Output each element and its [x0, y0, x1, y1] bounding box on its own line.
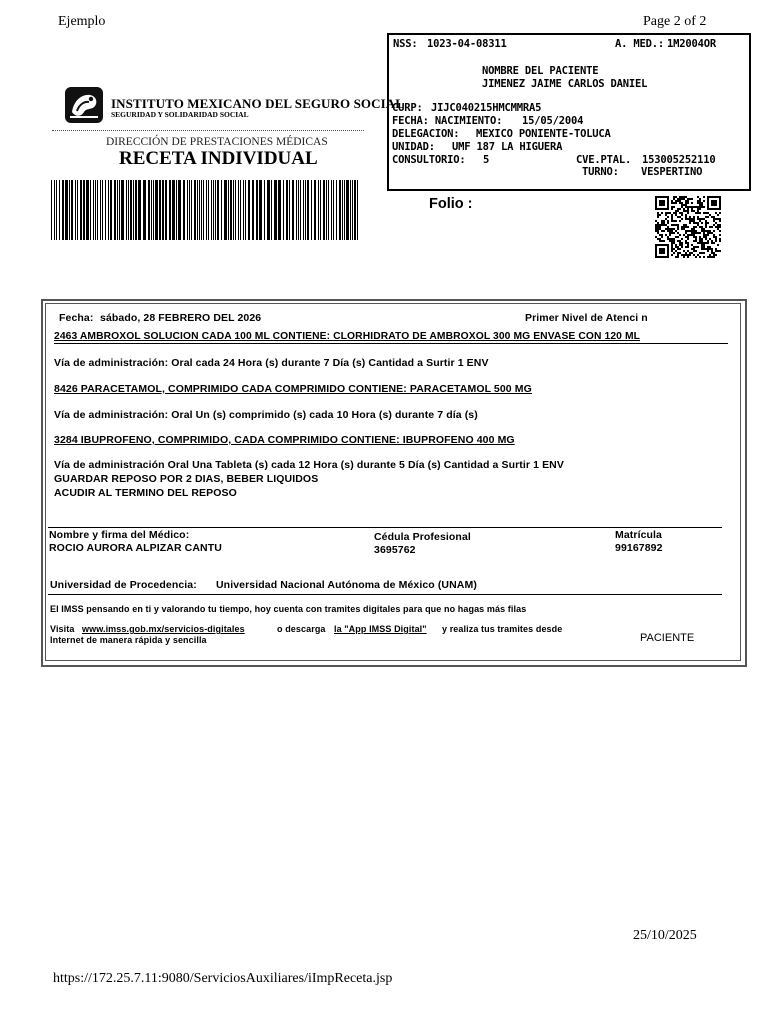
university-rule — [48, 594, 722, 595]
delegation-label: DELEGACION: — [392, 128, 460, 140]
curp-value: JIJC040215HMCMMRA5 — [431, 102, 542, 114]
document-title: RECETA INDIVIDUAL — [119, 148, 318, 169]
institution-tagline: SEGURIDAD Y SOLIDARIDAD SOCIAL — [111, 110, 249, 119]
print-url: https://172.25.7.11:9080/ServiciosAuxiliares/iImpReceta.jsp — [53, 971, 393, 986]
care-level: Primer Nivel de Atenci n — [525, 312, 648, 324]
page-number: Page 2 of 2 — [643, 14, 707, 29]
birth-label: FECHA: NACIMIENTO: — [392, 115, 503, 127]
imss-digital-link[interactable]: www.imss.gob.mx/servicios-digitales — [82, 624, 245, 634]
visit-suffix: y realiza tus tramites desde — [442, 624, 563, 634]
matricula-value: 99167892 — [615, 542, 663, 554]
divider — [52, 130, 364, 131]
shift-value: VESPERTINO — [641, 166, 703, 178]
patient-name-label: NOMBRE DEL PACIENTE — [482, 65, 599, 77]
visit-line-2: Internet de manera rápida y sencilla — [50, 635, 207, 645]
patient-info-box — [387, 33, 751, 191]
cve-value: 153005252110 — [642, 154, 716, 166]
barcode — [51, 180, 358, 240]
instructions-item-1: Vía de administración: Oral cada 24 Hora (s) durante 7 Día (s) Cantidad a Surtir 1 ENV — [54, 357, 489, 369]
drug-item-2: 8426 PARACETAMOL, COMPRIMIDO CADA COMPRIMIDO CONTIENE: PARACETAMOL 500 MG — [54, 383, 532, 395]
amed-value: 1M2004OR — [667, 38, 716, 50]
print-header-title: Ejemplo — [58, 14, 106, 29]
prescription-date: sábado, 28 FEBRERO DEL 2026 — [100, 312, 262, 324]
doctor-name: ROCIO AURORA ALPIZAR CANTU — [49, 542, 222, 554]
visit-middle: o descarga — [277, 624, 326, 634]
imss-logo-icon — [64, 86, 104, 124]
birth-value: 15/05/2004 — [522, 115, 584, 127]
drug-item-3: 3284 IBUPROFENO, COMPRIMIDO, CADA COMPRIMIDO CONTIENE: IBUPROFENO 400 MG — [54, 434, 515, 446]
signature-rule — [48, 527, 722, 528]
amed-label: A. MED.: — [615, 38, 664, 50]
visit-prefix: Visita — [50, 624, 75, 634]
cedula-value: 3695762 — [374, 544, 416, 556]
unit-label: UNIDAD: — [392, 141, 435, 153]
curp-label: CURP: — [392, 102, 423, 114]
instructions-item-3: Vía de administración Oral Una Tableta (s) cada 12 Hora (s) durante 5 Día (s) Cantidad a Surtir 1 ENV — [54, 459, 564, 471]
print-date: 25/10/2025 — [633, 928, 697, 943]
cve-label: CVE.PTAL. — [576, 154, 632, 166]
date-label: Fecha: — [59, 312, 94, 324]
app-imss-link[interactable]: la "App IMSS Digital" — [334, 624, 427, 634]
digital-notice: El IMSS pensando en ti y valorando tu tiempo, hoy cuenta con tramites digitales para que no hagas más filas — [50, 604, 527, 614]
folio-label: Folio : — [429, 196, 473, 212]
cedula-label: Cédula Profesional — [374, 531, 471, 543]
qr-code — [655, 196, 721, 258]
matricula-label: Matrícula — [615, 529, 662, 541]
drug-1-rule — [54, 343, 728, 344]
shift-label: TURNO: — [582, 166, 619, 178]
unit-value: UMF 187 LA HIGUERA — [452, 141, 563, 153]
direction-title: DIRECCIÓN DE PRESTACIONES MÉDICAS — [106, 136, 328, 148]
office-value: 5 — [483, 154, 490, 166]
office-label: CONSULTORIO: — [392, 154, 466, 166]
copy-label: PACIENTE — [640, 632, 695, 644]
drug-item-1: 2463 AMBROXOL SOLUCION CADA 100 ML CONTIENE: CLORHIDRATO DE AMBROXOL 300 MG ENVASE CON 120 ML — [54, 331, 641, 342]
university-value: Universidad Nacional Autónoma de México (UNAM) — [216, 579, 477, 591]
nss-value: 1023-04-08311 — [427, 38, 507, 50]
instructions-item-2: Vía de administración: Oral Un (s) comprimido (s) cada 10 Hora (s) durante 7 día (s) — [54, 409, 478, 421]
institution-name: INSTITUTO MEXICANO DEL SEGURO SOCIAL — [111, 96, 405, 111]
nss-label: NSS: — [393, 38, 418, 50]
note-2: ACUDIR AL TERMINO DEL REPOSO — [54, 487, 237, 499]
delegation-value: MEXICO PONIENTE-TOLUCA — [476, 128, 611, 140]
university-label: Universidad de Procedencia: — [50, 579, 197, 591]
note-1: GUARDAR REPOSO POR 2 DIAS, BEBER LIQUIDOS — [54, 473, 319, 485]
patient-name: JIMENEZ JAIME CARLOS DANIEL — [482, 78, 648, 90]
doctor-label: Nombre y firma del Médico: — [49, 529, 190, 541]
